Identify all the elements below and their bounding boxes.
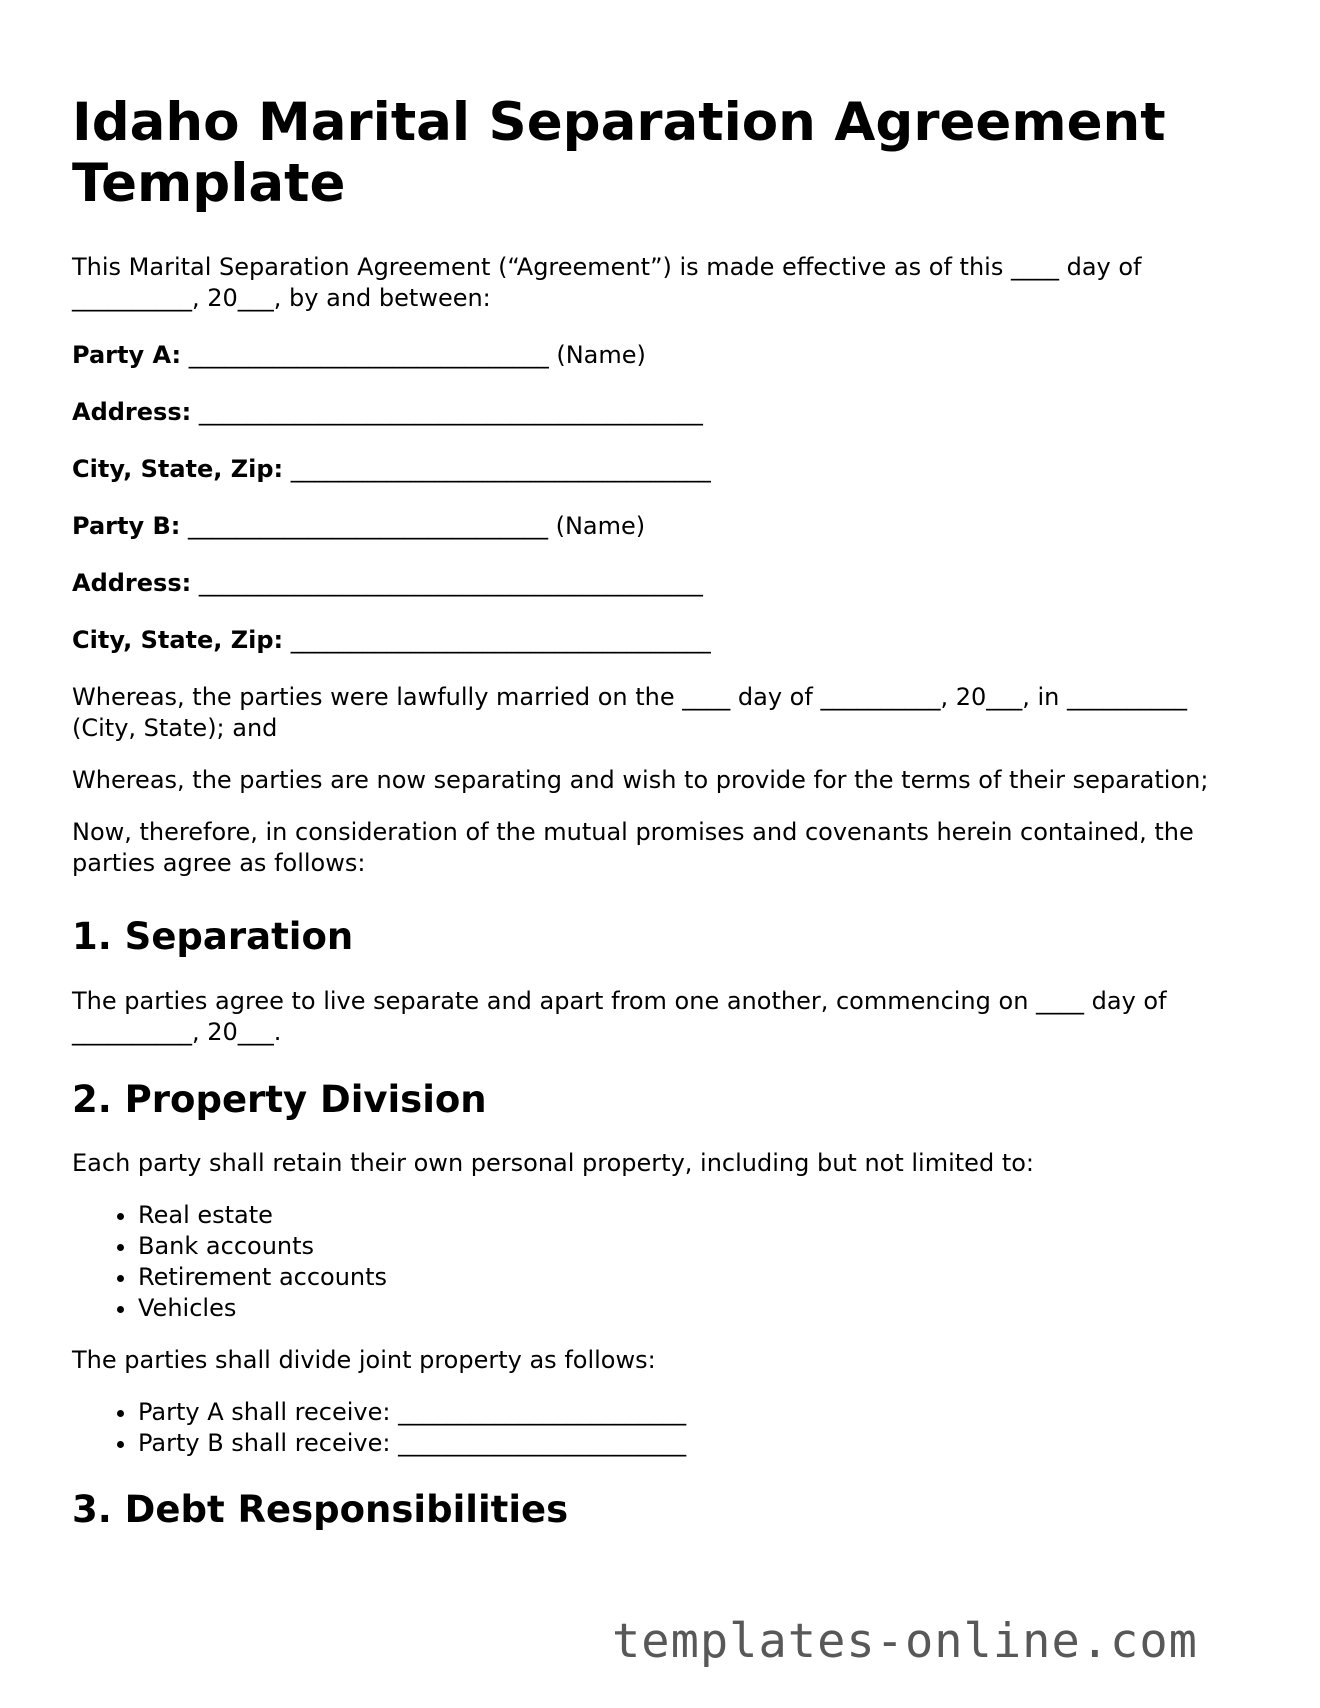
personal-property-list xyxy=(72,1200,1252,1324)
whereas-married-paragraph: Whereas, the parties were lawfully married on the ____ day of __________, 20___, in __________ (City, State); and xyxy=(72,683,1188,742)
field-blank: ___________________________________ xyxy=(283,455,711,483)
party-b-name-field[interactable] xyxy=(72,511,1252,542)
field-label: Address: xyxy=(72,569,192,597)
field-label: Address: xyxy=(72,398,192,426)
field-label: Party B: xyxy=(72,512,181,540)
party-a-city-state-zip-field[interactable] xyxy=(72,454,1252,485)
section-heading-separation: 1. Separation xyxy=(72,915,354,958)
field-blank: __________________________________________ xyxy=(191,569,703,597)
party-a-receive-field[interactable]: • Party A shall receive: ________________________ xyxy=(138,1397,1252,1428)
field-label: Party A: xyxy=(72,341,182,369)
field-label: City, State, Zip: xyxy=(72,626,284,654)
list-item: • Retirement accounts xyxy=(138,1262,1252,1293)
intro-paragraph: This Marital Separation Agreement (“Agreement”) is made effective as of this ____ day of __________, 20___, by and between: xyxy=(72,253,1142,312)
separation-paragraph: The parties agree to live separate and apart from one another, commencing on ____ day of __________, 20___. xyxy=(72,987,1167,1046)
field-blank: ______________________________ (Name) xyxy=(180,512,646,540)
field-blank: ______________________________ (Name) xyxy=(181,341,646,369)
field-blank: __________________________________________ xyxy=(191,398,703,426)
now-therefore-paragraph: Now, therefore, in consideration of the mutual promises and covenants herein contained, the parties agree as follows: xyxy=(72,818,1194,877)
joint-property-list xyxy=(72,1397,1252,1459)
section-heading-debt-responsibilities: 3. Debt Responsibilities xyxy=(72,1488,569,1531)
page-title: Idaho Marital Separation Agreement Template xyxy=(72,92,1166,214)
party-b-receive-field[interactable]: • Party B shall receive: ________________________ xyxy=(138,1428,1252,1459)
party-b-address-field[interactable] xyxy=(72,568,1252,599)
field-label: City, State, Zip: xyxy=(72,455,284,483)
property-paragraph: Each party shall retain their own personal property, including but not limited to: xyxy=(72,1149,1034,1177)
whereas-separating-paragraph: Whereas, the parties are now separating and wish to provide for the terms of their separation; xyxy=(72,766,1209,794)
watermark: templates-online.com xyxy=(612,1614,1198,1669)
party-a-address-field[interactable] xyxy=(72,397,1252,428)
list-item: • Bank accounts xyxy=(138,1231,1252,1262)
party-a-name-field[interactable] xyxy=(72,340,1252,371)
party-b-city-state-zip-field[interactable] xyxy=(72,625,1252,656)
joint-property-paragraph: The parties shall divide joint property as follows: xyxy=(72,1346,656,1374)
list-item: • Vehicles xyxy=(138,1293,1252,1324)
agreement-document xyxy=(72,92,1252,1532)
field-blank: ___________________________________ xyxy=(283,626,711,654)
section-heading-property-division: 2. Property Division xyxy=(72,1078,487,1121)
list-item: • Real estate xyxy=(138,1200,1252,1231)
